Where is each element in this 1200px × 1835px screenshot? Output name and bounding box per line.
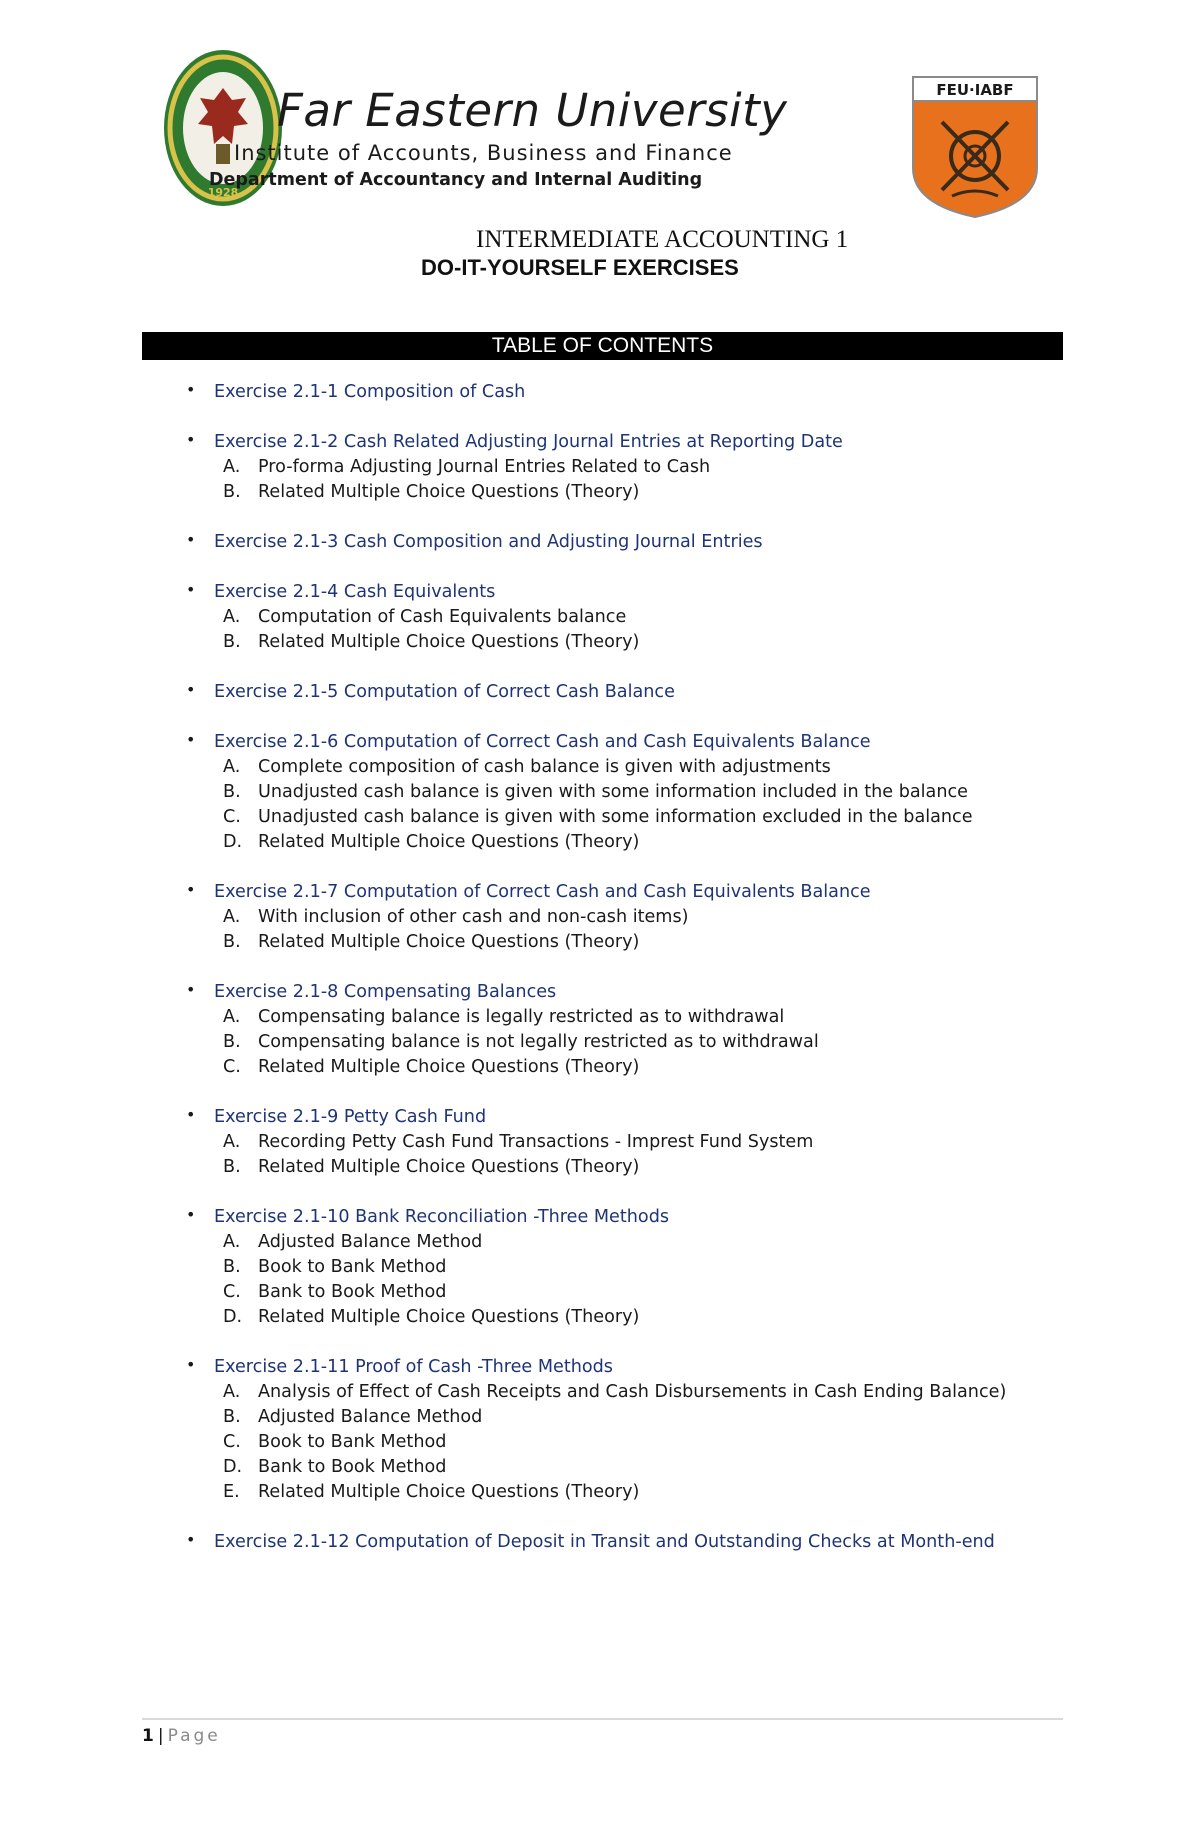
toc-subitem-text: Analysis of Effect of Cash Receipts and Cash Disbursements in Cash Ending Balance) [258, 1382, 1007, 1402]
toc-group [173, 730, 1033, 855]
toc-subitem-text: Related Multiple Choice Questions (Theory) [258, 482, 640, 502]
toc-subitem-letter: C. [223, 807, 241, 827]
bullet-icon: • [186, 1530, 196, 1549]
toc-subitem [173, 1480, 1033, 1505]
toc-entry-title: Exercise 2.1-9 Petty Cash Fund [214, 1107, 487, 1127]
toc-subitem-text: Unadjusted cash balance is given with some information excluded in the balance [258, 807, 973, 827]
toc-subitem-letter: B. [223, 1407, 241, 1427]
toc-subitem-text: Recording Petty Cash Fund Transactions - Imprest Fund System [258, 1132, 814, 1152]
toc-entry [173, 880, 1033, 905]
toc-subitem-text: Complete composition of cash balance is given with adjustments [258, 757, 831, 777]
toc-subitem [173, 780, 1033, 805]
toc-group [173, 1355, 1033, 1505]
toc-entry-title: Exercise 2.1-10 Bank Reconciliation -Three Methods [214, 1207, 670, 1227]
bullet-icon: • [186, 530, 196, 549]
toc-group [173, 680, 1033, 705]
toc-subitem-letter: A. [223, 457, 241, 477]
toc-subitem-text: Related Multiple Choice Questions (Theory) [258, 1057, 640, 1077]
toc-subitem-letter: B. [223, 1257, 241, 1277]
toc-subitem-text: Pro-forma Adjusting Journal Entries Related to Cash [258, 457, 711, 477]
bullet-icon: • [186, 880, 196, 899]
toc-entry [173, 680, 1033, 705]
bullet-icon: • [186, 730, 196, 749]
toc-subitem [173, 1030, 1033, 1055]
seal-year: 1928 [207, 186, 239, 199]
toc-subitem-letter: C. [223, 1057, 241, 1077]
toc-subitem [173, 905, 1033, 930]
toc-entry [173, 580, 1033, 605]
page-label: Page [167, 1726, 221, 1746]
toc-subitem-letter: B. [223, 932, 241, 952]
bullet-icon: • [186, 580, 196, 599]
toc-subitem [173, 630, 1033, 655]
university-name: Far Eastern University [277, 84, 788, 137]
toc-subitem [173, 1305, 1033, 1330]
toc-group [173, 530, 1033, 555]
toc-subitem-text: Adjusted Balance Method [258, 1232, 483, 1252]
toc-entry [173, 530, 1033, 555]
toc-entry [173, 1530, 1033, 1555]
toc-subitem [173, 830, 1033, 855]
toc-entry-title: Exercise 2.1-5 Computation of Correct Cash Balance [214, 682, 675, 702]
toc-subitem-text: Book to Bank Method [258, 1432, 447, 1452]
bullet-icon: • [186, 1355, 196, 1374]
toc-entry-title: Exercise 2.1-8 Compensating Balances [214, 982, 557, 1002]
bullet-icon: • [186, 1105, 196, 1124]
bullet-icon: • [186, 380, 196, 399]
toc-subitem [173, 1430, 1033, 1455]
page-footer [142, 1726, 221, 1746]
toc-subitem-letter: B. [223, 482, 241, 502]
toc-entry [173, 1205, 1033, 1230]
toc-subitem-text: Bank to Book Method [258, 1282, 447, 1302]
toc-subitem-letter: D. [223, 1457, 243, 1477]
toc-subitem [173, 805, 1033, 830]
toc-entry-title: Exercise 2.1-11 Proof of Cash -Three Methods [214, 1357, 613, 1377]
toc-subitem-text: Related Multiple Choice Questions (Theory) [258, 832, 640, 852]
toc-subitem-letter: A. [223, 1382, 241, 1402]
toc-entry [173, 1355, 1033, 1380]
toc-subitem [173, 605, 1033, 630]
toc-subitem [173, 480, 1033, 505]
toc-subitem [173, 1055, 1033, 1080]
shield-label: FEU·IABF [936, 81, 1014, 99]
toc-subitem-letter: A. [223, 907, 241, 927]
toc-subitem [173, 1230, 1033, 1255]
toc-subitem-letter: C. [223, 1432, 241, 1452]
toc-entry [173, 1105, 1033, 1130]
toc-subitem [173, 930, 1033, 955]
toc-entry [173, 980, 1033, 1005]
toc-subitem-text: Related Multiple Choice Questions (Theory) [258, 1157, 640, 1177]
institute-name: Institute of Accounts, Business and Finance [234, 141, 733, 165]
toc-subitem [173, 1255, 1033, 1280]
toc-entry [173, 380, 1033, 405]
toc-entry-title: Exercise 2.1-12 Computation of Deposit in Transit and Outstanding Checks at Month-end [214, 1532, 995, 1552]
toc-subitem [173, 1455, 1033, 1480]
toc-subitem [173, 1130, 1033, 1155]
toc-subitem-text: Book to Bank Method [258, 1257, 447, 1277]
footer-separator: | [157, 1726, 164, 1746]
toc-subitem [173, 1405, 1033, 1430]
toc-group [173, 580, 1033, 655]
toc-entry [173, 730, 1033, 755]
toc-subitem-text: Related Multiple Choice Questions (Theory) [258, 932, 640, 952]
course-subtitle: DO-IT-YOURSELF EXERCISES [421, 255, 739, 280]
feu-iabf-shield-logo [912, 76, 1038, 218]
toc-subitem-letter: A. [223, 1007, 241, 1027]
bullet-icon: • [186, 980, 196, 999]
toc-subitem [173, 1280, 1033, 1305]
toc-group [173, 1205, 1033, 1330]
toc-group [173, 980, 1033, 1080]
toc-group [173, 1105, 1033, 1180]
toc-subitem-letter: B. [223, 1032, 241, 1052]
toc-entry-title: Exercise 2.1-2 Cash Related Adjusting Journal Entries at Reporting Date [214, 432, 843, 452]
toc-entry [173, 430, 1033, 455]
bullet-icon: • [186, 1205, 196, 1224]
toc-subitem-text: Related Multiple Choice Questions (Theory) [258, 1482, 640, 1502]
toc-entry-title: Exercise 2.1-6 Computation of Correct Cash and Cash Equivalents Balance [214, 732, 871, 752]
footer-divider [142, 1718, 1063, 1720]
toc-subitem-letter: D. [223, 832, 243, 852]
toc-subitem-text: Unadjusted cash balance is given with some information included in the balance [258, 782, 968, 802]
toc-subitem [173, 455, 1033, 480]
toc-group [173, 880, 1033, 955]
toc-subitem-text: With inclusion of other cash and non-cash items) [258, 907, 689, 927]
toc-subitem-text: Related Multiple Choice Questions (Theory) [258, 1307, 640, 1327]
toc-subitem-text: Adjusted Balance Method [258, 1407, 483, 1427]
toc-subitem-letter: A. [223, 1132, 241, 1152]
toc-subitem-letter: B. [223, 1157, 241, 1177]
toc-subitem-letter: B. [223, 782, 241, 802]
toc-subitem-letter: D. [223, 1307, 243, 1327]
page-number: 1 [142, 1726, 154, 1746]
toc-heading: TABLE OF CONTENTS [142, 332, 1063, 360]
toc-entry-title: Exercise 2.1-7 Computation of Correct Cash and Cash Equivalents Balance [214, 882, 871, 902]
toc-subitem-text: Computation of Cash Equivalents balance [258, 607, 627, 627]
toc-entry-title: Exercise 2.1-4 Cash Equivalents [214, 582, 496, 602]
toc-entry-title: Exercise 2.1-1 Composition of Cash [214, 382, 526, 402]
toc-subitem [173, 1005, 1033, 1030]
bullet-icon: • [186, 680, 196, 699]
toc-subitem-text: Bank to Book Method [258, 1457, 447, 1477]
toc-subitem [173, 755, 1033, 780]
toc-subitem-letter: A. [223, 607, 241, 627]
toc-subitem [173, 1380, 1033, 1405]
toc-subitem-letter: A. [223, 757, 241, 777]
toc-subitem-text: Related Multiple Choice Questions (Theory) [258, 632, 640, 652]
toc-group [173, 430, 1033, 505]
table-of-contents [173, 380, 1033, 1580]
toc-subitem-letter: E. [223, 1482, 240, 1502]
toc-group [173, 380, 1033, 405]
department-name: Department of Accountancy and Internal Auditing [209, 170, 703, 190]
bullet-icon: • [186, 430, 196, 449]
toc-subitem-letter: A. [223, 1232, 241, 1252]
toc-subitem-text: Compensating balance is legally restricted as to withdrawal [258, 1007, 785, 1027]
toc-subitem [173, 1155, 1033, 1180]
toc-subitem-text: Compensating balance is not legally restricted as to withdrawal [258, 1032, 819, 1052]
course-title: INTERMEDIATE ACCOUNTING 1 [476, 226, 849, 253]
toc-subitem-letter: C. [223, 1282, 241, 1302]
toc-group [173, 1530, 1033, 1555]
toc-subitem-letter: B. [223, 632, 241, 652]
toc-entry-title: Exercise 2.1-3 Cash Composition and Adjusting Journal Entries [214, 532, 763, 552]
